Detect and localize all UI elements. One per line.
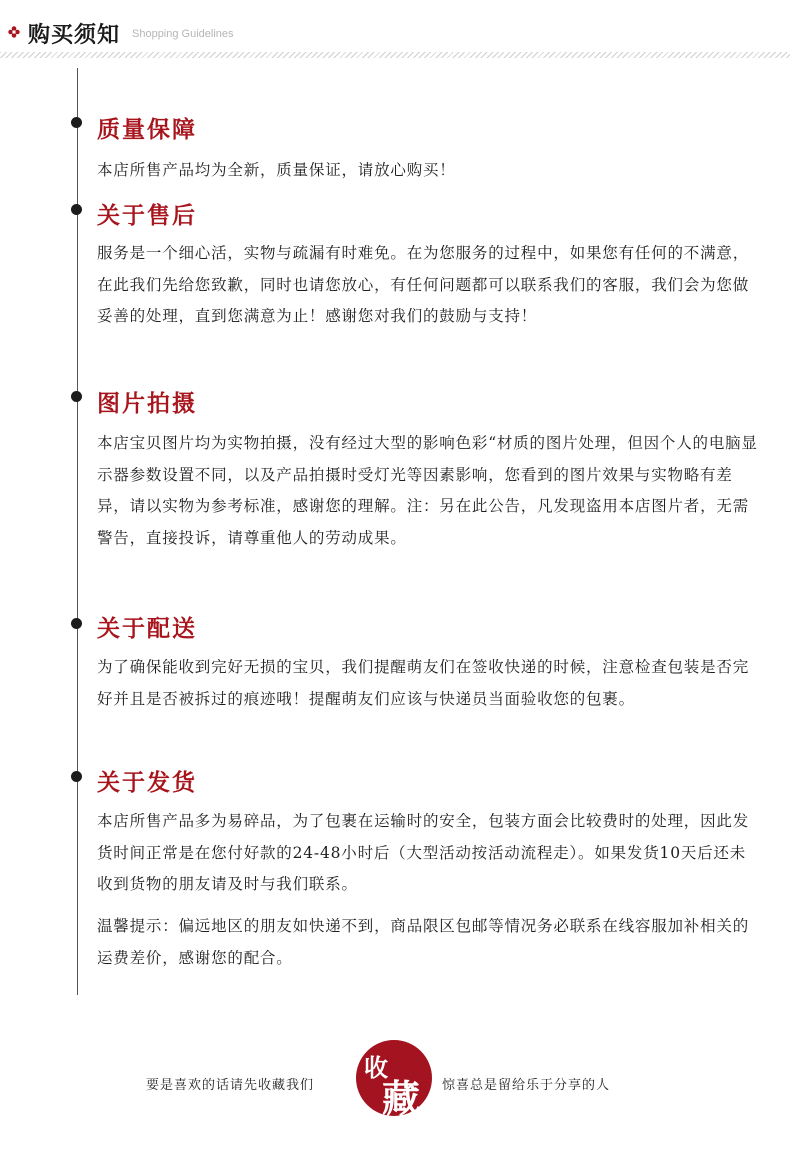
timeline-dot bbox=[71, 117, 82, 128]
page-title: 购买须知 bbox=[28, 22, 121, 48]
section-title-quality: 质量保障 bbox=[97, 116, 197, 143]
section-title-shipping: 关于发货 bbox=[97, 769, 197, 796]
section-text-quality: 本店所售产品均为全新，质量保证，请放心购买！ bbox=[97, 161, 456, 179]
timeline-dot bbox=[71, 771, 82, 782]
favorite-seal-button[interactable] bbox=[356, 1040, 432, 1121]
timeline-dot bbox=[71, 618, 82, 629]
footer-left-text: 要是喜欢的话请先收藏我们 bbox=[146, 1078, 315, 1093]
section-text-photos: 本店宝贝图片均为实物拍摄，没有经过大型的影响色彩“材质的图片处理，但因个人的电脑显示器参数设置不同，以及产品拍摄时受灯光等因素影响，您看到的图片效果与实物略有差异，请以实物为参考标准，感谢您的理解。注：另在此公告，凡发现盗用本店图片者，无需警告，直接投诉，请尊重他人的劳动成果。 bbox=[97, 434, 758, 547]
section-text-aftersales: 服务是一个细心活，实物与疏漏有时难免。在为您服务的过程中，如果您有任何的不满意，在此我们先给您致歉，同时也请您放心，有任何问题都可以联系我们的客服，我们会为您做妥善的处理，直到您满意为止！感谢您对我们的鼓励与支持！ bbox=[97, 244, 750, 325]
section-title-delivery: 关于配送 bbox=[97, 615, 197, 642]
seal-char-2: 藏 bbox=[382, 1076, 421, 1121]
timeline-dot bbox=[71, 391, 82, 402]
section-text-delivery: 为了确保能收到完好无损的宝贝，我们提醒萌友们在签收快递的时候，注意检查包装是否完好并且是否被拆过的痕迹哦！提醒萌友们应该与快递员当面验收您的包裹。 bbox=[97, 658, 750, 708]
timeline-dot bbox=[71, 204, 82, 215]
footer-right-text: 惊喜总是留给乐于分享的人 bbox=[442, 1078, 611, 1093]
flower-icon bbox=[8, 26, 20, 38]
page-header bbox=[0, 0, 790, 56]
section-text-shipping: 本店所售产品多为易碎品，为了包裹在运输时的安全，包装方面会比较费时的处理，因此发货时间正常是在您付好款的24-48小时后（大型活动按活动流程走）。如果发货10天后还未收到货物的朋友请及时与我们联系。 bbox=[97, 812, 750, 893]
section-text-shipping-tip: 温馨提示：偏远地区的朋友如快递不到，商品限区包邮等情况务必联系在线容服加补相关的运费差价，感谢您的配合。 bbox=[97, 917, 750, 967]
seal-char-1: 收 bbox=[364, 1053, 388, 1082]
page-subtitle: Shopping Guidelines bbox=[132, 28, 234, 40]
section-title-aftersales: 关于售后 bbox=[97, 202, 197, 229]
section-title-photos: 图片拍摄 bbox=[97, 390, 197, 417]
header-divider bbox=[0, 52, 790, 58]
